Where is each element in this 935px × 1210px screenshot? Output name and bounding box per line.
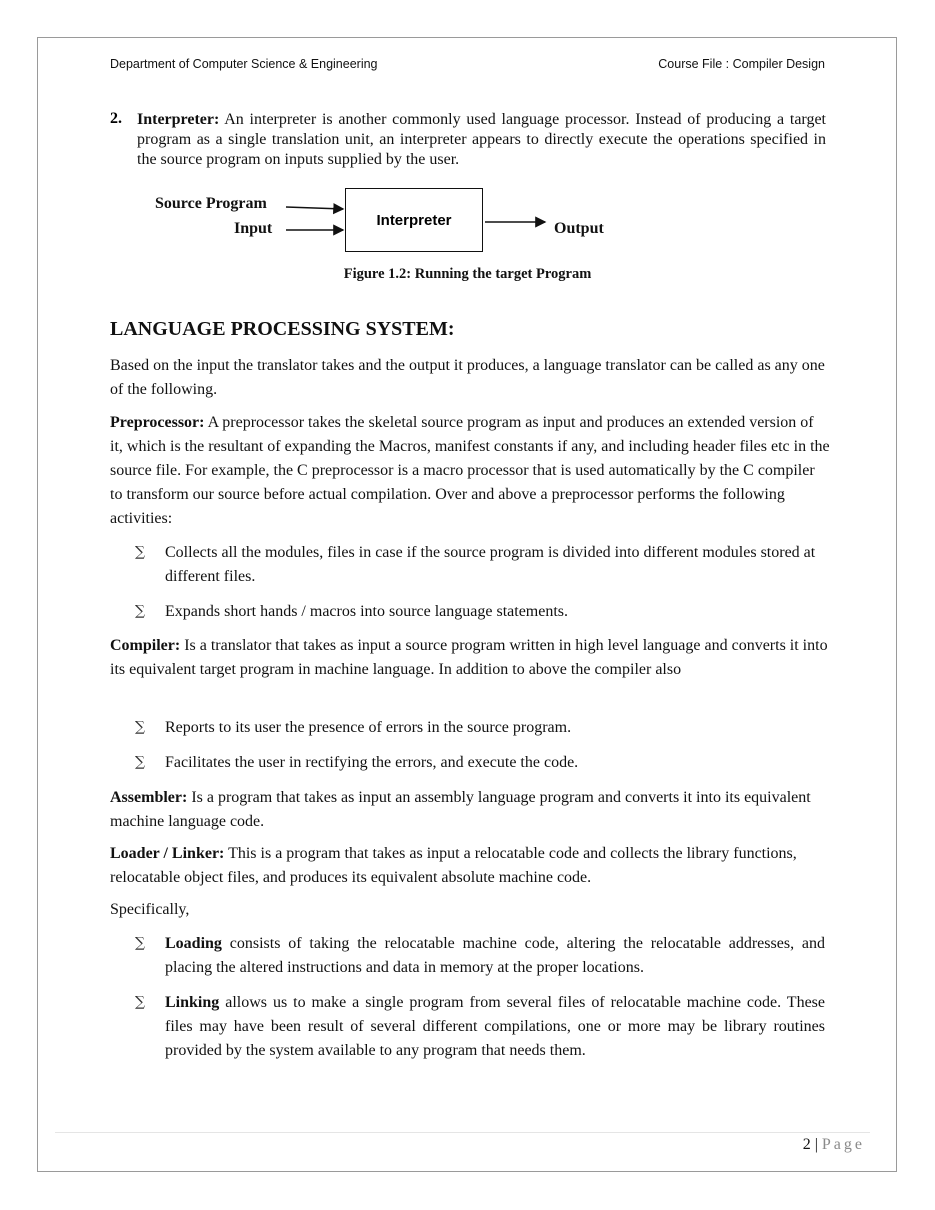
compiler-term: Compiler:	[110, 637, 181, 654]
preprocessor-text: A preprocessor takes the skeletal source program as input and produces an extended version of it, which is the resultant of expanding the Macros, manifest constants if any, and including header files etc in the source file. For example, the C preprocessor is a macro processor that is used automatically by the C compiler to transform our source before actual compilation. Over and above a preprocessor performs the following activities:	[110, 414, 830, 527]
preprocessor-bullet-2: Expands short hands / macros into source language statements.	[165, 603, 569, 620]
loading-term: Loading	[165, 935, 222, 952]
preprocessor-paragraph	[110, 411, 830, 531]
compiler-bullet-1: Reports to its user the presence of errors in the source program.	[165, 719, 572, 736]
compiler-text: Is a translator that takes as input a source program written in high level language and converts it into its equivalent target program in machine language. In addition to above the compiler also	[110, 637, 828, 678]
page-label: Page	[821, 1136, 865, 1153]
loading-bullet	[165, 932, 825, 980]
linking-bullet	[165, 991, 825, 1063]
interpreter-diagram	[140, 184, 640, 264]
arrow-source-program	[286, 207, 343, 209]
bullet-icon: ∑	[135, 935, 145, 951]
interpreter-box: Interpreter	[345, 188, 483, 252]
diagram-source-program-label: Source Program	[155, 195, 267, 212]
assembler-term: Assembler:	[110, 789, 188, 806]
diagram-output-label: Output	[554, 220, 604, 237]
specifically-text: Specifically,	[110, 901, 190, 918]
compiler-bullet-2: Facilitates the user in rectifying the errors, and execute the code.	[165, 754, 579, 771]
loader-term: Loader / Linker:	[110, 845, 225, 862]
item-number: 2.	[110, 110, 122, 127]
interpreter-text: An interpreter is another commonly used language processor. Instead of producing a target program as a single translation unit, an interpreter appears to directly execute the operations specified in the source program on inputs supplied by the user.	[137, 111, 826, 168]
assembler-paragraph	[110, 786, 830, 834]
page-header	[110, 57, 825, 71]
section-heading: LANGUAGE PROCESSING SYSTEM:	[110, 318, 455, 340]
bullet-icon: ∑	[135, 994, 145, 1010]
linking-text: allows us to make a single program from several files of relocatable machine code. These files may have been result of several different compilations, one or more may be library routines provided by the system available to any program that needs them.	[165, 994, 825, 1059]
bullet-icon: ∑	[135, 544, 145, 560]
loader-text: This is a program that takes as input a relocatable code and collects the library functions, relocatable object files, and produces its equivalent absolute machine code.	[110, 845, 797, 886]
header-course: Course File : Compiler Design	[658, 57, 825, 71]
preprocessor-term: Preprocessor:	[110, 414, 205, 431]
bullet-icon: ∑	[135, 719, 145, 735]
interpreter-paragraph	[137, 110, 826, 170]
page-footer	[803, 1136, 865, 1154]
loading-text: consists of taking the relocatable machine code, altering the relocatable addresses, and placing the altered instructions and data in memory at the proper locations.	[165, 935, 825, 976]
compiler-paragraph	[110, 634, 830, 682]
bullet-icon: ∑	[135, 754, 145, 770]
figure-caption: Figure 1.2: Running the target Program	[343, 266, 592, 282]
bullet-icon: ∑	[135, 603, 145, 619]
interpreter-term: Interpreter:	[137, 111, 220, 128]
page-number: 2	[802, 1136, 811, 1153]
diagram-input-label: Input	[234, 220, 273, 237]
assembler-text: Is a program that takes as input an assembly language program and converts it into its equivalent machine language code.	[110, 789, 811, 830]
intro-paragraph: Based on the input the translator takes and the output it produces, a language translator can be called as any one of the following.	[110, 357, 825, 398]
linking-term: Linking	[165, 994, 220, 1011]
loader-paragraph	[110, 842, 830, 890]
footer-separator: |	[810, 1136, 822, 1153]
preprocessor-bullet-1: Collects all the modules, files in case if the source program is divided into different modules stored at different files.	[165, 544, 816, 585]
header-department: Department of Computer Science & Engineering	[110, 57, 378, 71]
footer-divider	[55, 1132, 870, 1133]
